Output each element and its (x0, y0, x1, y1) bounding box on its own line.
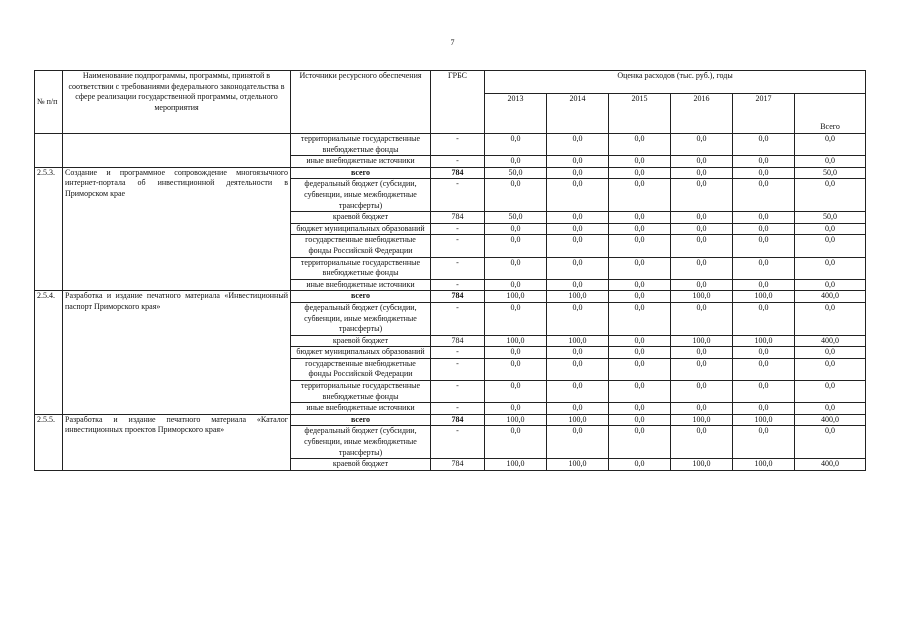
value-cell: 0,0 (547, 381, 609, 403)
value-cell: 100,0 (733, 459, 795, 471)
value-cell: 0,0 (733, 235, 795, 257)
value-cell: 0,0 (547, 156, 609, 168)
value-cell: 100,0 (485, 414, 547, 426)
grbs-cell: 784 (431, 414, 485, 426)
value-cell: 0,0 (547, 212, 609, 224)
value-cell: 0,0 (485, 403, 547, 415)
value-cell: 0,0 (609, 167, 671, 179)
total-cell: 0,0 (795, 302, 866, 335)
value-cell: 0,0 (547, 223, 609, 235)
total-cell: 0,0 (795, 257, 866, 279)
source-cell: бюджет муниципальных образований (291, 347, 431, 359)
source-cell: территориальные государственные внебюджетные фонды (291, 257, 431, 279)
value-cell: 0,0 (485, 279, 547, 291)
budget-table (34, 70, 866, 471)
value-cell: 0,0 (671, 279, 733, 291)
value-cell: 100,0 (733, 291, 795, 303)
value-cell: 0,0 (547, 179, 609, 212)
source-cell: территориальные государственные внебюджетные фонды (291, 134, 431, 156)
total-cell: 0,0 (795, 223, 866, 235)
value-cell: 100,0 (547, 414, 609, 426)
source-cell: федеральный бюджет (субсидии, субвенции, иные межбюджетные трансферты) (291, 302, 431, 335)
header-name: Наименование подпрограммы, программы, принятой в соответствии с требованиями федерального законодательства в сфере реализации государственной программы, отдельного мероприятия (63, 71, 291, 134)
value-cell: 0,0 (671, 302, 733, 335)
value-cell: 0,0 (485, 302, 547, 335)
value-cell: 0,0 (485, 426, 547, 459)
total-cell: 0,0 (795, 279, 866, 291)
source-cell: краевой бюджет (291, 335, 431, 347)
total-cell: 0,0 (795, 403, 866, 415)
source-cell: всего (291, 291, 431, 303)
total-cell: 0,0 (795, 179, 866, 212)
value-cell: 0,0 (485, 347, 547, 359)
value-cell: 100,0 (547, 459, 609, 471)
value-cell: 0,0 (733, 212, 795, 224)
value-cell: 0,0 (609, 381, 671, 403)
value-cell: 0,0 (671, 426, 733, 459)
total-cell: 50,0 (795, 167, 866, 179)
source-cell: территориальные государственные внебюджетные фонды (291, 381, 431, 403)
value-cell: 0,0 (733, 156, 795, 168)
value-cell: 0,0 (485, 223, 547, 235)
value-cell: 0,0 (733, 279, 795, 291)
grbs-cell: - (431, 279, 485, 291)
value-cell: 0,0 (671, 403, 733, 415)
total-cell: 0,0 (795, 381, 866, 403)
value-cell: 0,0 (609, 257, 671, 279)
value-cell: 0,0 (733, 179, 795, 212)
header-source: Источники ресурсного обеспечения (291, 71, 431, 134)
value-cell: 0,0 (733, 381, 795, 403)
header-year: 2013 (485, 94, 547, 134)
value-cell: 0,0 (485, 235, 547, 257)
item-number-cell (35, 134, 63, 168)
value-cell: 0,0 (671, 235, 733, 257)
value-cell: 0,0 (485, 257, 547, 279)
table-row (35, 414, 866, 426)
total-cell: 400,0 (795, 291, 866, 303)
source-cell: иные внебюджетные источники (291, 403, 431, 415)
source-cell: государственные внебюджетные фонды Российской Федерации (291, 235, 431, 257)
total-cell: 0,0 (795, 347, 866, 359)
value-cell: 0,0 (609, 426, 671, 459)
total-cell: 0,0 (795, 156, 866, 168)
header-total: Всего (795, 94, 866, 134)
grbs-cell: - (431, 223, 485, 235)
value-cell: 100,0 (547, 291, 609, 303)
grbs-cell: 784 (431, 335, 485, 347)
value-cell: 0,0 (733, 257, 795, 279)
value-cell: 0,0 (547, 347, 609, 359)
header-year: 2015 (609, 94, 671, 134)
total-cell: 0,0 (795, 235, 866, 257)
source-cell: краевой бюджет (291, 459, 431, 471)
grbs-cell: 784 (431, 212, 485, 224)
grbs-cell: - (431, 358, 485, 380)
value-cell: 0,0 (733, 403, 795, 415)
grbs-cell: - (431, 134, 485, 156)
source-cell: иные внебюджетные источники (291, 156, 431, 168)
value-cell: 100,0 (485, 291, 547, 303)
grbs-cell: - (431, 381, 485, 403)
source-cell: федеральный бюджет (субсидии, субвенции, иные межбюджетные трансферты) (291, 179, 431, 212)
grbs-cell: 784 (431, 291, 485, 303)
value-cell: 0,0 (485, 156, 547, 168)
source-cell: всего (291, 414, 431, 426)
value-cell: 0,0 (609, 302, 671, 335)
table-row (35, 291, 866, 303)
source-cell: краевой бюджет (291, 212, 431, 224)
value-cell: 0,0 (609, 223, 671, 235)
value-cell: 0,0 (547, 235, 609, 257)
grbs-cell: - (431, 347, 485, 359)
value-cell: 0,0 (733, 134, 795, 156)
total-cell: 400,0 (795, 335, 866, 347)
value-cell: 0,0 (671, 212, 733, 224)
header-year: 2014 (547, 94, 609, 134)
header-estimate: Оценка расходов (тыс. руб.), годы (485, 71, 866, 94)
total-cell: 400,0 (795, 459, 866, 471)
value-cell: 0,0 (609, 358, 671, 380)
value-cell: 0,0 (609, 279, 671, 291)
value-cell: 0,0 (485, 358, 547, 380)
value-cell: 0,0 (671, 156, 733, 168)
grbs-cell: 784 (431, 459, 485, 471)
grbs-cell: - (431, 179, 485, 212)
value-cell: 0,0 (609, 134, 671, 156)
header-grbs: ГРБС (431, 71, 485, 134)
value-cell: 0,0 (609, 335, 671, 347)
value-cell: 0,0 (671, 167, 733, 179)
value-cell: 0,0 (609, 459, 671, 471)
value-cell: 0,0 (671, 381, 733, 403)
value-cell: 0,0 (671, 358, 733, 380)
value-cell: 100,0 (485, 459, 547, 471)
total-cell: 0,0 (795, 134, 866, 156)
value-cell: 0,0 (609, 235, 671, 257)
value-cell: 0,0 (547, 403, 609, 415)
page-number: 7 (450, 38, 455, 47)
value-cell: 0,0 (733, 426, 795, 459)
value-cell: 0,0 (547, 426, 609, 459)
value-cell: 0,0 (733, 347, 795, 359)
header-year: 2016 (671, 94, 733, 134)
value-cell: 0,0 (733, 167, 795, 179)
item-name-cell (63, 134, 291, 168)
value-cell: 100,0 (671, 335, 733, 347)
grbs-cell: - (431, 257, 485, 279)
value-cell: 0,0 (547, 134, 609, 156)
value-cell: 100,0 (671, 414, 733, 426)
source-cell: федеральный бюджет (субсидии, субвенции, иные межбюджетные трансферты) (291, 426, 431, 459)
value-cell: 0,0 (671, 257, 733, 279)
value-cell: 0,0 (733, 302, 795, 335)
source-cell: иные внебюджетные источники (291, 279, 431, 291)
total-cell: 0,0 (795, 426, 866, 459)
value-cell: 100,0 (547, 335, 609, 347)
value-cell: 0,0 (547, 279, 609, 291)
grbs-cell: 784 (431, 167, 485, 179)
header-row (35, 71, 866, 94)
value-cell: 0,0 (671, 223, 733, 235)
grbs-cell: - (431, 302, 485, 335)
value-cell: 0,0 (609, 156, 671, 168)
table-row (35, 167, 866, 179)
value-cell: 0,0 (547, 167, 609, 179)
value-cell: 100,0 (733, 414, 795, 426)
item-number-cell: 2.5.5. (35, 414, 63, 470)
value-cell: 100,0 (733, 335, 795, 347)
header-num: № п/п (35, 71, 63, 134)
total-cell: 400,0 (795, 414, 866, 426)
value-cell: 100,0 (671, 459, 733, 471)
value-cell: 0,0 (609, 291, 671, 303)
source-cell: всего (291, 167, 431, 179)
grbs-cell: - (431, 403, 485, 415)
value-cell: 50,0 (485, 212, 547, 224)
value-cell: 0,0 (733, 223, 795, 235)
grbs-cell: - (431, 426, 485, 459)
value-cell: 0,0 (609, 347, 671, 359)
total-cell: 50,0 (795, 212, 866, 224)
value-cell: 50,0 (485, 167, 547, 179)
value-cell: 0,0 (733, 358, 795, 380)
value-cell: 0,0 (609, 403, 671, 415)
grbs-cell: - (431, 156, 485, 168)
source-cell: государственные внебюджетные фонды Российской Федерации (291, 358, 431, 380)
item-name-cell: Разработка и издание печатного материала «Инвестиционный паспорт Приморского края» (63, 291, 291, 415)
value-cell: 0,0 (547, 257, 609, 279)
value-cell: 0,0 (609, 414, 671, 426)
item-number-cell: 2.5.3. (35, 167, 63, 291)
value-cell: 100,0 (671, 291, 733, 303)
value-cell: 0,0 (547, 302, 609, 335)
value-cell: 0,0 (547, 358, 609, 380)
item-name-cell: Разработка и издание печатного материала «Каталог инвестиционных проектов Приморского края» (63, 414, 291, 470)
value-cell: 0,0 (485, 381, 547, 403)
grbs-cell: - (431, 235, 485, 257)
value-cell: 0,0 (671, 347, 733, 359)
item-number-cell: 2.5.4. (35, 291, 63, 415)
source-cell: бюджет муниципальных образований (291, 223, 431, 235)
value-cell: 100,0 (485, 335, 547, 347)
value-cell: 0,0 (671, 134, 733, 156)
header-year: 2017 (733, 94, 795, 134)
value-cell: 0,0 (485, 134, 547, 156)
table-row (35, 134, 866, 156)
value-cell: 0,0 (609, 179, 671, 212)
total-cell: 0,0 (795, 358, 866, 380)
value-cell: 0,0 (485, 179, 547, 212)
value-cell: 0,0 (609, 212, 671, 224)
value-cell: 0,0 (671, 179, 733, 212)
item-name-cell: Создание и программное сопровождение многоязычного интернет-портала об инвестиционной деятельности в Приморском крае (63, 167, 291, 291)
